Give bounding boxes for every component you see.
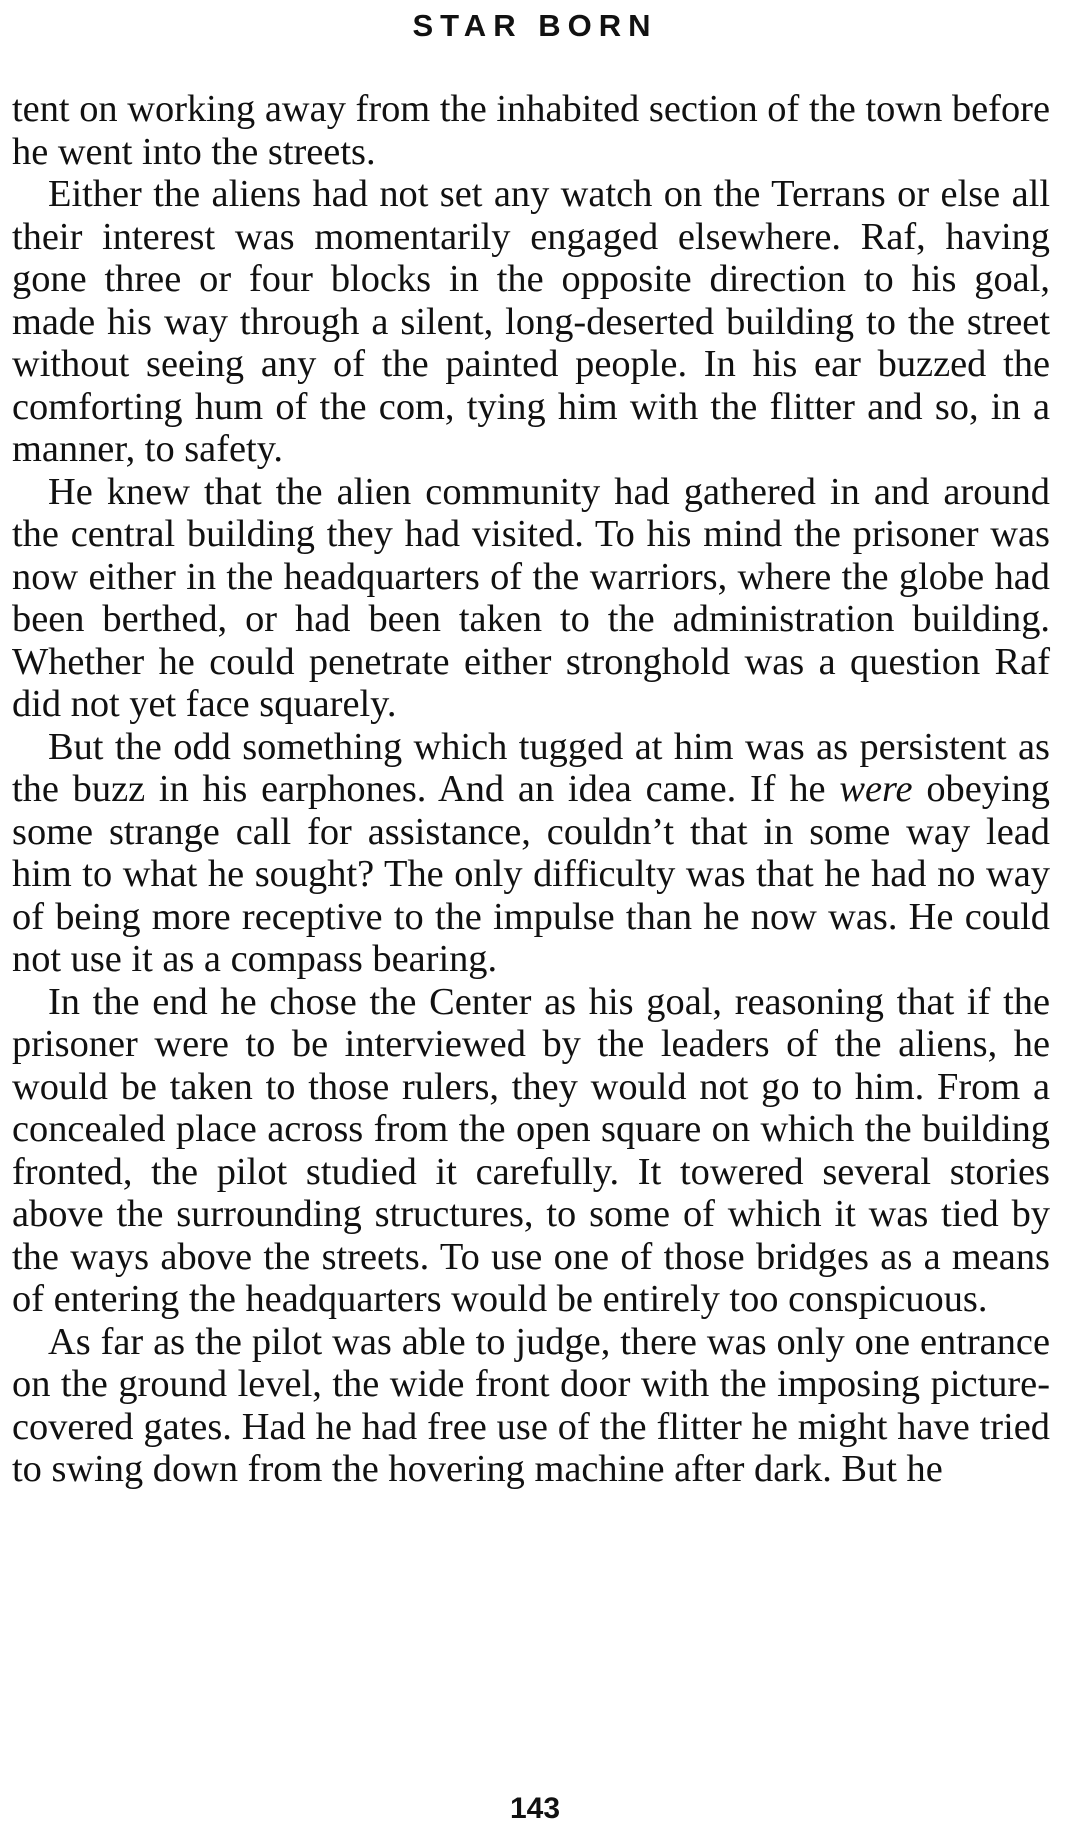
- paragraph-text: But the odd something which tugged at him was as persistent as the buzz in his earphones. And an idea came. If he: [12, 725, 1050, 810]
- paragraph: In the end he chose the Center as his goal, reasoning that if the prisoner were to be interviewed by the leaders of the aliens, he would be taken to those rulers, they would not go to him. From a concealed place across from the open square on which the building fronted, the pilot studied it carefully. It towered several stories above the surrounding structures, to some of which it was tied by the ways above the streets. To use one of those bridges as a means of entering the headquarters would be entirely too conspicuous.: [12, 980, 1050, 1320]
- body-text: [12, 88, 1050, 1491]
- paragraph: He knew that the alien community had gathered in and around the central building they had visited. To his mind the prisoner was now either in the headquarters of the warriors, where the globe had been berthed, or had been taken to the administration building. Whether he could penetrate either stronghold was a question Raf did not yet face squarely.: [12, 470, 1050, 725]
- page-number: 143: [509, 1792, 561, 1825]
- emphasis-text: were: [839, 768, 913, 810]
- paragraph: As far as the pilot was able to judge, there was only one entrance on the ground level, the wide front door with the imposing picture-covered gates. Had he had free use of the flitter he might have tried to swing down from the hovering machine after dark. But he: [12, 1320, 1050, 1490]
- paragraph: [12, 726, 1050, 981]
- paragraph: Either the aliens had not set any watch on the Terrans or else all their interest was momentarily engaged elsewhere. Raf, having gone three or four blocks in the opposite direction to his goal, made his way through a silent, long-deserted building to the street without seeing any of the painted people. In his ear buzzed the comforting hum of the com, tying him with the flitter and so, in a manner, to safety.: [12, 173, 1050, 470]
- paragraph-text: obeying some strange call for assistance, couldn’t that in some way lead him to what he sought? The only difficulty was that he had no way of being more receptive to the impulse than he now was. He could not use it as a compass bearing.: [12, 768, 1051, 980]
- running-head-title: STAR BORN: [412, 8, 658, 43]
- paragraph-continued: tent on working away from the inhabited section of the town before he went into the streets.: [12, 88, 1050, 173]
